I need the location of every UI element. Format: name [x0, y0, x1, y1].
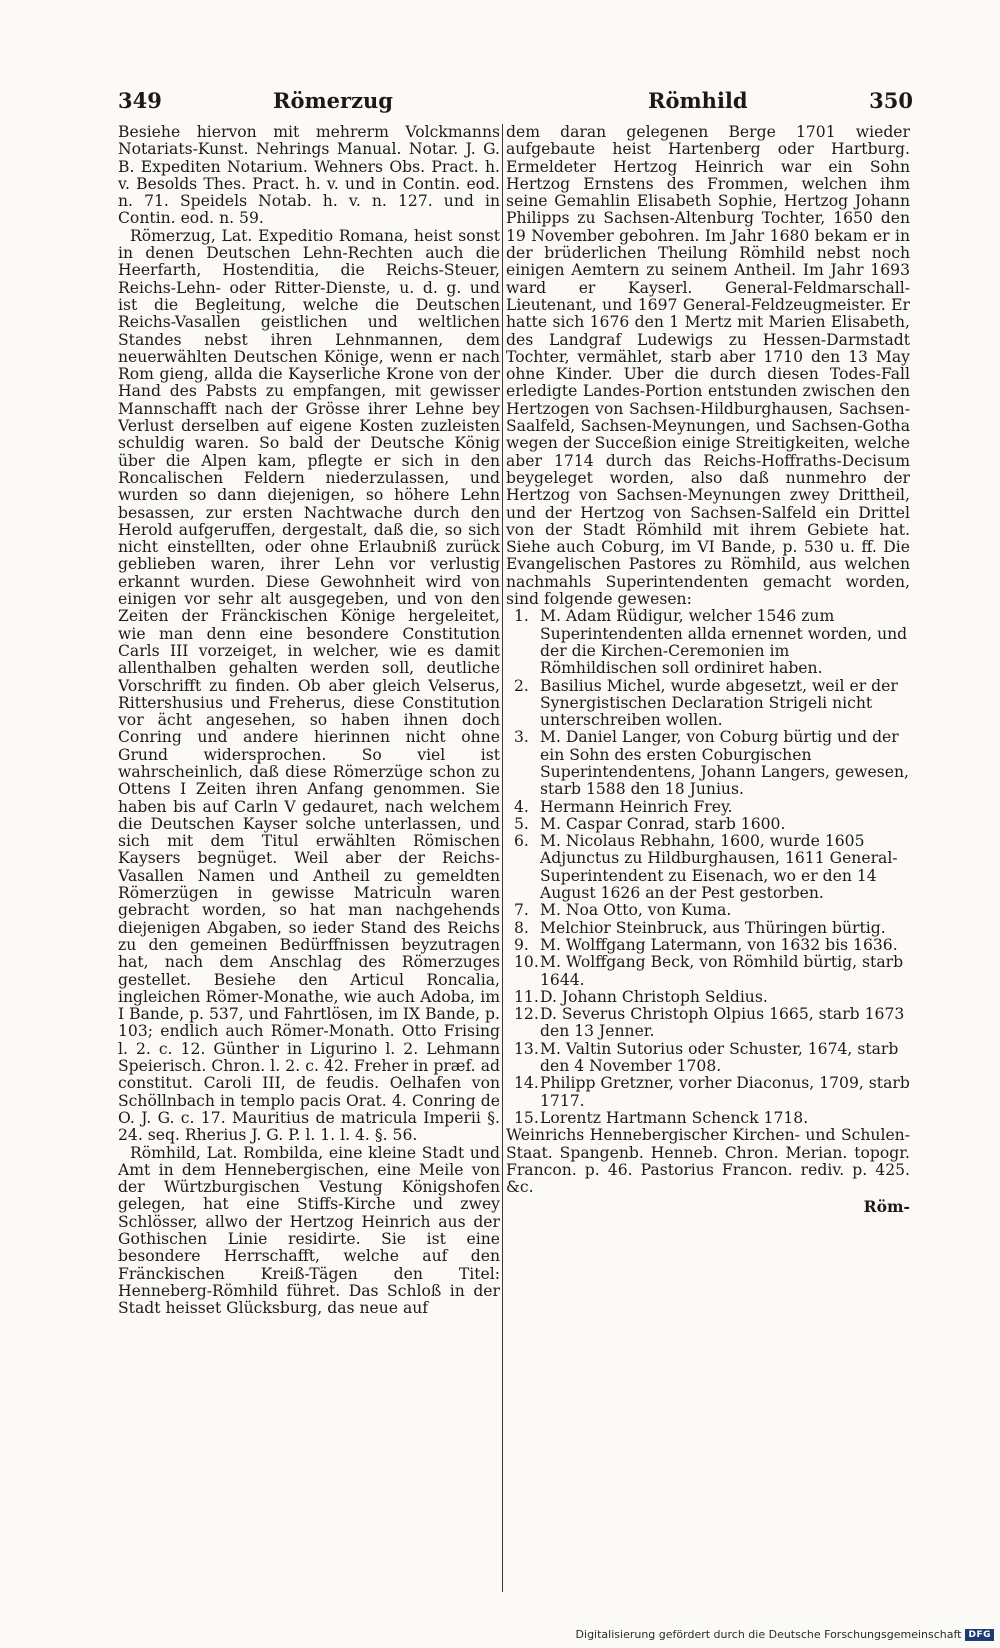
list-item-number: 6.: [514, 832, 529, 851]
header-keyword-right: Römhild: [648, 88, 748, 113]
list-item-text: M. Wolffgang Beck, von Römhild bürtig, starb 1644.: [540, 953, 904, 989]
list-item: [506, 1006, 910, 1041]
list-item-text: M. Wolffgang Latermann, von 1632 bis 1636.: [540, 935, 898, 954]
list-item-text: Hermann Heinrich Frey.: [540, 797, 733, 816]
list-item-text: M. Daniel Langer, von Coburg bürtig und der ein Sohn des ersten Coburgischen Superintendentens, Johann Langers, gewesen, starb 1588 den 18 Junius.: [540, 728, 909, 799]
right-column: [506, 124, 910, 1604]
list-item-number: 15.: [514, 1108, 539, 1127]
list-item: [506, 833, 910, 902]
list-item-text: M. Valtin Sutorius oder Schuster, 1674, starb den 4 November 1708.: [540, 1039, 899, 1076]
left-column: [118, 124, 500, 1604]
page-header: [118, 88, 913, 118]
paragraph-sources: Besiehe hiervon mit mehrerm Volckmanns Notariats-Kunst. Nehrings Manual. Notar. J. G. B. Expediten Notarium. Wehners Obs. Pract. h. v. Besolds Thes. Pract. h. v. und in Contin. eod. n. 71. Speidels Notab. h. v. n. 127. und in Contin. eod. n. 59.: [118, 124, 500, 228]
header-keyword-left: Römerzug: [273, 88, 393, 113]
catchword: Röm-: [863, 1197, 910, 1217]
list-item: [506, 1041, 910, 1076]
list-item-number: 7.: [514, 901, 529, 920]
list-item-text: Philipp Gretzner, vorher Diaconus, 1709, starb 1717.: [540, 1074, 910, 1110]
list-item: [506, 1075, 910, 1110]
list-item: [506, 729, 910, 798]
digitization-footer: [576, 1628, 994, 1641]
footer-text: Digitalisierung gefördert durch die Deutsche Forschungsgemeinschaft: [575, 1628, 962, 1641]
list-item: [506, 937, 910, 954]
list-item: [506, 799, 910, 816]
paragraph-roemerzug: Römerzug, Lat. Expeditio Romana, heist sonst in denen Deutschen Lehn-Rechten auch die Heerfarth, Hostenditia, die Reichs-Steuer, Reichs-Lehn- oder Ritter-Dienste, u. d. g. und ist die Begleitung, welche die Deutschen Reichs-Vasallen geistlichen und weltlichen Standes nebst ihren Lehnmannen, dem neuerwählten Deutschen Könige, wenn er nach Rom gieng, allda die Kayserliche Krone von der Hand des Pabsts zu empfangen, mit gewisser Mannschafft nach der Grösse ihrer Lehne bey Verlust derselben auf eigene Kosten zuzleisten schuldig waren. So bald der Deutsche König über die Alpen kam, pflegte er sich in den Roncalischen Feldern niederzulassen, und wurden so dann diejenigen, so höhere Lehn besassen, zur ersten Nachtwache durch den Herold aufgeruffen, dergestalt, daß die, so sich nicht einstellten, oder ohne Erlaubniß zurück geblieben waren, ihrer Lehn vor verlustig erkannt wurden. Diese Gewohnheit wird von einigen vor sehr alt ausgegeben, und von den Zeiten der Fränckischen Könige hergeleitet, wie man denn eine besondere Constitution Carls III vorzeiget, in welcher, wie es damit allenthalben gehalten werden soll, deutliche Vorschrifft zu finden. Ob aber gleich Velserus, Rittershusius und Freherus, diese Constitution vor ächt angesehen, so haben ihnen doch Conring und andere hierinnen nicht ohne Grund widersprochen. So viel ist wahrscheinlich, daß diese Römerzüge schon zu Ottens I Zeiten ihren Anfang genommen. Sie haben bis auf Carln V gedauret, nach welchem die Deutschen Kayser solche unterlassen, und sich mit dem Titul erwählten Römischen Kaysers begnüget. Weil aber der Reichs-Vasallen Namen und Antheil zu gemeldten Römerzügen in gewisse Matriculn waren gebracht worden, so hat man nachgehends diejenigen Abgaben, so ieder Stand des Reichs zu den gemeinen Bedürffnissen beyzutragen hat, nach dem Anschlag des Römerzuges gestellet. Besiehe den Articul Roncalia, ingleichen Römer-Monathe, wie auch Adoba, im I Bande, p. 537, und Fahrtlösen, im IX Bande, p. 103; endlich auch Römer-Monath. Otto Frising l. 2. c. 12. Günther in Ligurino l. 2. Lehmann Speierisch. Chron. l. 2. c. 42. Freher in præf. ad constitut. Caroli III, de feudis. Oelhafen von Schöllnbach in templo pacis Orat. 4. Conring de O. J. G. c. 17. Mauritius de matricula Imperii §. 24. seq. Rherius J. G. P. l. 1. l. 4. §. 56.: [118, 226, 500, 1145]
list-item-text: D. Severus Christoph Olpius 1665, starb 1673 den 13 Jenner.: [540, 1005, 905, 1041]
dfg-logo: DFG: [965, 1629, 994, 1641]
list-item: [506, 608, 910, 677]
list-item-text: Basilius Michel, wurde abgesetzt, weil er der Synergistischen Declaration Strigeli nicht unterschreiben wollen.: [540, 676, 898, 730]
list-item-number: 12.: [514, 1005, 539, 1024]
paragraph-references: Weinrichs Hennebergischer Kirchen- und Schulen-Staat. Spangenb. Henneb. Chron. Merian. topogr. Francon. p. 46. Pastorius Francon. rediv. p. 425. &c.: [506, 1126, 910, 1197]
list-item-text: D. Johann Christoph Seldius.: [540, 987, 768, 1006]
list-item-text: M. Nicolaus Rebhahn, 1600, wurde 1605 Adjunctus zu Hildburghausen, 1611 General-Superintendent zu Eisenach, wo er den 14 August 1626 an der Pest gestorben.: [540, 832, 898, 903]
list-item-number: 3.: [514, 728, 529, 747]
list-item: [506, 954, 910, 989]
paragraph-roemhild: Römhild, Lat. Rombilda, eine kleine Stadt und Amt in dem Hennebergischen, eine Meile von der Würtzburgischen Vestung Königshofen gelegen, hat eine Stiffs-Kirche und zwey Schlösser, allwo der Hertzog Heinrich aus der Gothischen Linie residirte. Sie ist eine besondere Herrschafft, welche auf den Fränckischen Kreiß-Tägen den Titel: Henneberg-Römhild führet. Das Schloß in der Stadt heisset Glücksburg, das neue auf: [118, 1143, 500, 1318]
list-item-number: 14.: [514, 1074, 539, 1093]
list-item-number: 13.: [514, 1039, 539, 1058]
list-item-text: M. Caspar Conrad, starb 1600.: [540, 814, 786, 833]
list-item-number: 9.: [514, 935, 529, 954]
list-item: [506, 920, 910, 937]
list-item-number: 10.: [514, 953, 539, 972]
list-item-number: 4.: [514, 797, 529, 816]
list-item: [506, 902, 910, 919]
list-item-text: Melchior Steinbruck, aus Thüringen bürtig.: [540, 918, 886, 937]
list-item-number: 8.: [514, 918, 529, 937]
paragraph-roemhild-continued: dem daran gelegenen Berge 1701 wieder aufgebaute heist Hartenberg oder Hartburg. Ermeldeter Hertzog Heinrich war ein Sohn Hertzog Ernstens des Frommen, welchen ihm seine Gemahlin Elisabeth Sophie, Hertzog Johann Philipps zu Sachsen-Altenburg Tochter, 1650 den 19 November gebohren. Im Jahr 1680 bekam er in der brüderlichen Theilung Römhild nebst noch einigen Aemtern zu seinem Antheil. Im Jahr 1693 ward er Kayserl. General-Feldmarschall-Lieutenant, und 1697 General-Feldzeugmeister. Er hatte sich 1676 den 1 Mertz mit Marien Elisabeth, des Landgraf Ludewigs zu Hessen-Darmstadt Tochter, vermählet, starb aber 1710 den 13 May ohne Kinder. Uber die durch diesen Todes-Fall erledigte Landes-Portion entstunden zwischen den Hertzogen von Sachsen-Hildburghausen, Sachsen-Saalfeld, Sachsen-Meynungen, und Sachsen-Gotha wegen der Succeßion einige Streitigkeiten, welche aber 1714 durch das Reichs-Hoffraths-Decisum beygeleget worden, also daß nunmehro der Hertzog von Sachsen-Meynungen zwey Drittheil, und der Hertzog von Sachsen-Salfeld ein Drittel von der Stadt Römhild mit ihrem Gebiete hat. Siehe auch Coburg, im VI Bande, p. 530 u. ff. Die Evangelischen Pastores zu Römhild, aus welchen nachmahls Superintendenten gemacht worden, sind folgende gewesen:: [506, 124, 910, 609]
list-item-number: 2.: [514, 676, 529, 695]
column-divider: [502, 124, 503, 1592]
list-item-text: Lorentz Hartmann Schenck 1718.: [540, 1108, 809, 1127]
page-number-left: 349: [118, 88, 162, 113]
list-item: [506, 989, 910, 1006]
list-item-number: 11.: [514, 987, 539, 1006]
superintendent-list: [506, 608, 910, 1127]
list-item: [506, 678, 910, 730]
list-item-text: M. Noa Otto, von Kuma.: [540, 901, 732, 920]
list-item-number: 1.: [514, 607, 529, 626]
list-item: [506, 816, 910, 833]
list-item-text: M. Adam Rüdigur, welcher 1546 zum Superintendenten allda ernennet worden, und der die Kirchen-Ceremonien im Römhildischen soll ordiniret haben.: [540, 607, 908, 678]
list-item-number: 5.: [514, 814, 529, 833]
list-item: [506, 1110, 910, 1127]
page-number-right: 350: [869, 88, 913, 113]
